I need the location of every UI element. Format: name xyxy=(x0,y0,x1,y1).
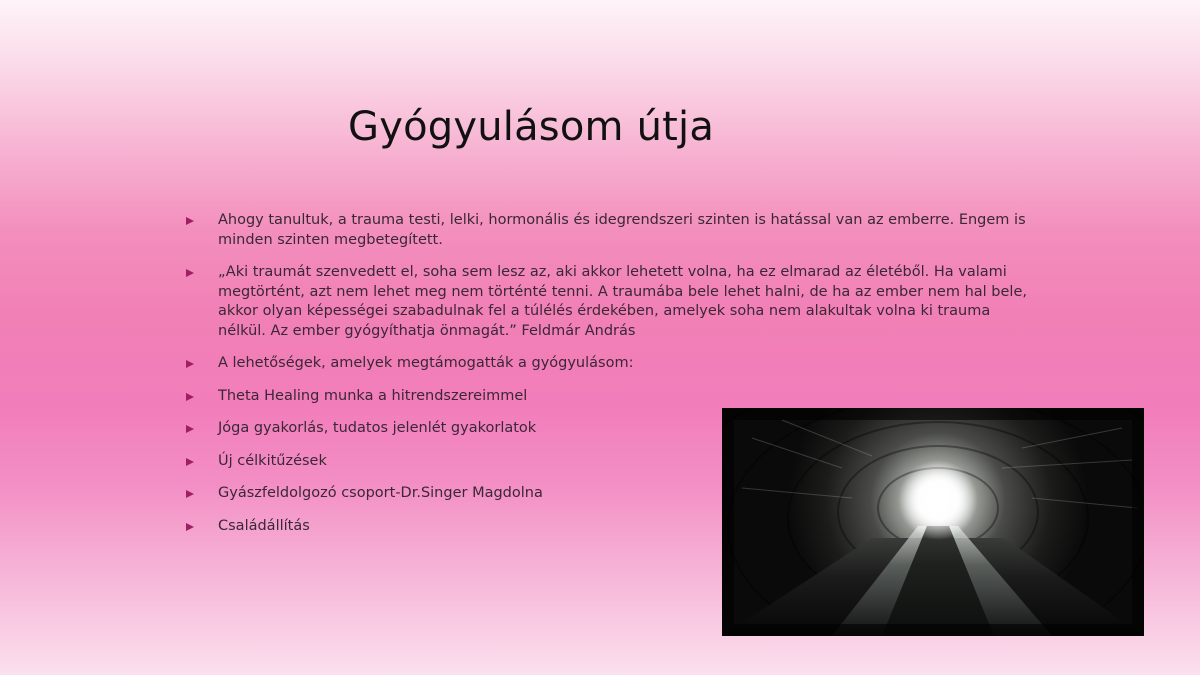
bullet-item xyxy=(186,419,718,439)
bullet-text: „Aki traumát szenvedett el, soha sem lesz az, aki akkor lehetett volna, ha ez elmarad az életéből. Ha valami megtörtént, azt nem lehet meg nem történté tenni. A traumába bele lehet halni, de ha az ember nem hal bele, akkor olyan képességei szabadulnak fel a túlélés érdekében, amelyek soha nem alakultak volna ki trauma nélkül. Az ember gyógyíthatja önmagát.” Feldmár András xyxy=(218,264,1027,339)
bullet-item xyxy=(186,452,718,472)
bullet-text: Theta Healing munka a hitrendszereimmel xyxy=(218,387,528,404)
bullet-text: Családállítás xyxy=(218,517,310,534)
triangle-bullet-icon xyxy=(186,269,194,277)
bullet-text: A lehetőségek, amelyek megtámogatták a gyógyulásom: xyxy=(218,355,634,371)
bullet-text: Gyászfeldolgozó csoport-Dr.Singer Magdolna xyxy=(218,485,543,501)
bullet-item xyxy=(186,354,1036,374)
triangle-bullet-icon xyxy=(186,393,194,401)
slide-title: Gyógyulásom útja xyxy=(348,104,715,150)
bullet-text: Új célkitűzések xyxy=(218,452,327,469)
triangle-bullet-icon xyxy=(186,217,194,225)
bullet-text: Jóga gyakorlás, tudatos jelenlét gyakorlatok xyxy=(218,420,537,436)
bullet-item xyxy=(186,387,718,407)
triangle-bullet-icon xyxy=(186,458,194,466)
triangle-bullet-icon xyxy=(186,490,194,498)
bullet-item xyxy=(186,211,1036,250)
triangle-bullet-icon xyxy=(186,360,194,368)
bullet-text: Ahogy tanultuk, a trauma testi, lelki, hormonális és idegrendszeri szinten is hatással van az emberre. Engem is minden szinten megbetegített. xyxy=(218,212,1026,248)
triangle-bullet-icon xyxy=(186,523,194,531)
bullet-item xyxy=(186,484,718,504)
tunnel-photo xyxy=(722,408,1144,636)
tunnel-light-image xyxy=(722,408,1144,636)
bullet-item xyxy=(186,263,1036,341)
triangle-bullet-icon xyxy=(186,425,194,433)
bullet-item xyxy=(186,517,718,537)
